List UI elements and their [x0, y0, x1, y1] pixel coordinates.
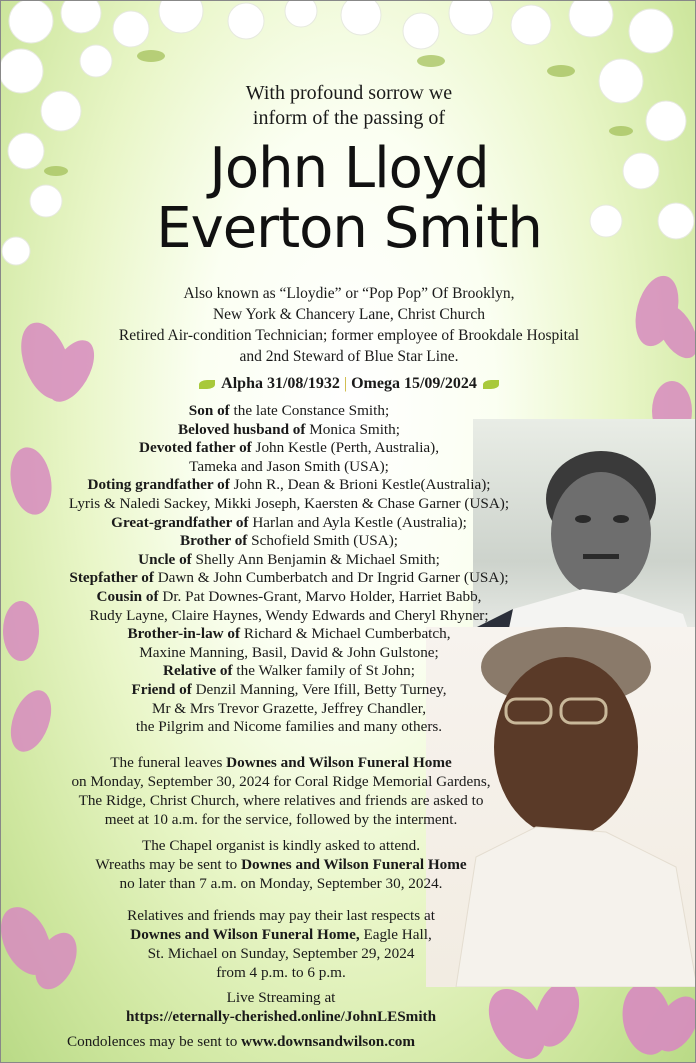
- relation-line: Rudy Layne, Claire Haynes, Wendy Edwards and Cheryl Rhyner;: [89, 606, 489, 624]
- relation-line: the Pilgrim and Nicome families and many others.: [135, 718, 443, 736]
- relation-line: Lyris & Naledi Sackey, Mikki Joseph, Kaersten & Chase Garner (USA);: [68, 494, 510, 512]
- intro-line: With profound sorrow we: [245, 82, 453, 104]
- relation-line: Doting grandfather of John R., Dean & Brioni Kestle(Australia);: [87, 476, 491, 494]
- relation-line: Beloved husband of Monica Smith;: [178, 420, 400, 438]
- leaf-icon: [199, 380, 215, 389]
- intro-line: inform of the passing of: [252, 107, 446, 129]
- name-line: Everton Smith: [156, 196, 542, 261]
- funeral-home-name: Downes and Wilson Funeral Home,: [130, 926, 360, 943]
- streaming-label: Live Streaming at: [226, 989, 336, 1006]
- name-line: John Lloyd: [209, 136, 489, 201]
- chapel-details: The Chapel organist is kindly asked to attend. Wreaths may be sent to Downes and Wilson Funeral Home no later than 7 a.m. on Monday, September 30, 2024.: [95, 837, 467, 892]
- aka-line: New York & Chancery Lane, Christ Church: [212, 306, 486, 323]
- date-separator: |: [343, 375, 348, 392]
- intro-text: [1, 81, 696, 131]
- relation-line: Relative of the Walker family of St John;: [163, 662, 415, 680]
- condolences-line: Condolences may be sent to www.downsandwilson.com: [66, 1033, 416, 1050]
- relation-line: Devoted father of John Kestle (Perth, Australia),: [138, 439, 440, 457]
- relation-line: Mr & Mrs Trevor Grazette, Jeffrey Chandler,: [151, 699, 427, 717]
- relation-line: Tameka and Jason Smith (USA);: [189, 457, 389, 475]
- dates-line: [1, 373, 696, 395]
- funeral-home-name: Downes and Wilson Funeral Home: [241, 856, 467, 873]
- aka-line: and 2nd Steward of Blue Star Line.: [239, 348, 459, 365]
- funeral-home-name: Downes and Wilson Funeral Home: [226, 754, 452, 771]
- streaming-link[interactable]: https://eternally-cherished.online/JohnLESmith: [125, 1008, 437, 1025]
- streaming-details: [1, 988, 561, 1026]
- aka-line: Also known as “Lloydie” or “Pop Pop” Of Brooklyn,: [183, 285, 515, 302]
- relations-list: [1, 402, 577, 737]
- relation-line: Stepfather of Dawn & John Cumberbatch and Dr Ingrid Garner (USA);: [69, 569, 509, 587]
- relation-line: Maxine Manning, Basil, David & John Gulstone;: [139, 643, 439, 661]
- alpha-date: Alpha 31/08/1932: [221, 375, 340, 392]
- relation-line: Brother-in-law of Richard & Michael Cumberbatch,: [127, 625, 451, 643]
- viewing-details: Relatives and friends may pay their last respects at Downes and Wilson Funeral Home, Eagle Hall, St. Michael on Sunday, September 29, 2024 from 4 p.m. to 6 p.m.: [127, 907, 435, 981]
- deceased-name: [1, 136, 696, 261]
- aka-text: [1, 283, 696, 367]
- relation-line: Friend of Denzil Manning, Vere Ifill, Betty Turney,: [131, 680, 447, 698]
- omega-date: Omega 15/09/2024: [351, 375, 477, 392]
- funeral-details: The funeral leaves Downes and Wilson Funeral Home on Monday, September 30, 2024 for Coral Ridge Memorial Gardens, The Ridge, Christ Church, where relatives and friends are asked to meet at 10 a.m. for the service, followed by the interment.: [71, 754, 491, 828]
- relation-line: Great-grandfather of Harlan and Ayla Kestle (Australia);: [111, 513, 467, 531]
- aka-line: Retired Air-condition Technician; former employee of Brookdale Hospital: [118, 327, 580, 344]
- relation-line: Uncle of Shelly Ann Benjamin & Michael Smith;: [138, 550, 440, 568]
- relation-line: Cousin of Dr. Pat Downes-Grant, Marvo Holder, Harriet Babb,: [96, 587, 482, 605]
- relation-line: Son of the late Constance Smith;: [188, 402, 390, 419]
- condolences-link[interactable]: www.downsandwilson.com: [241, 1033, 416, 1050]
- leaf-icon: [483, 380, 499, 389]
- relation-line: Brother of Schofield Smith (USA);: [180, 532, 398, 550]
